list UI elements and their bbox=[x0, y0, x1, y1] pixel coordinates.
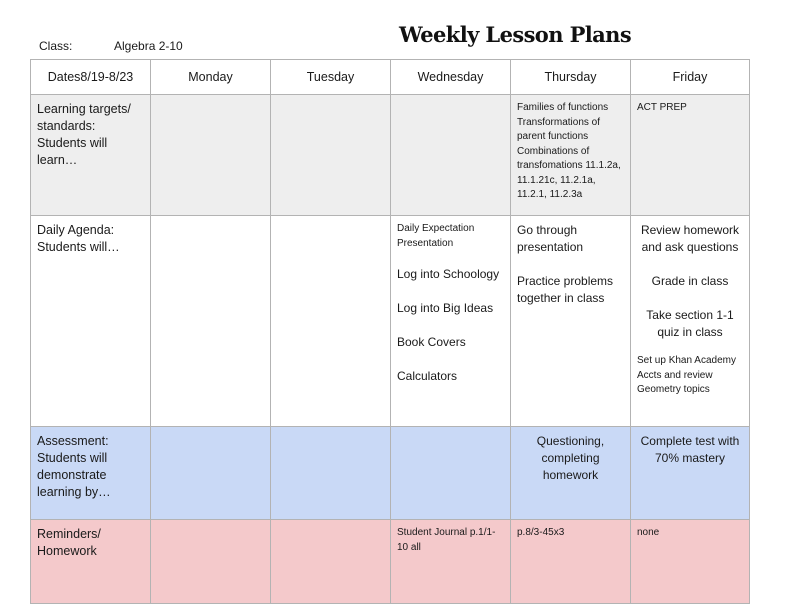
assessment-monday-cell bbox=[151, 427, 271, 520]
agenda-monday-cell bbox=[151, 216, 271, 427]
agenda-item: Practice problems together in class bbox=[517, 274, 614, 305]
agenda-item: Daily Expectation Presentation bbox=[397, 223, 475, 249]
assessment-friday-cell: Complete test with 70% mastery bbox=[631, 427, 750, 520]
agenda-item: Set up Khan Academy Accts and review Geometry topics bbox=[637, 355, 736, 395]
agenda-item: Take section 1-1 quiz in class bbox=[646, 308, 734, 339]
assessment-thursday-cell: Questioning, completing homework bbox=[511, 427, 631, 520]
targets-monday-cell bbox=[151, 95, 271, 216]
assessment-row bbox=[31, 427, 750, 520]
agenda-item: Book Covers bbox=[397, 335, 466, 349]
targets-friday-cell: ACT PREP bbox=[631, 95, 750, 216]
reminders-wednesday-cell: Student Journal p.1/1-10 all bbox=[391, 520, 511, 604]
targets-wednesday-cell bbox=[391, 95, 511, 216]
friday-header: Friday bbox=[631, 60, 750, 95]
agenda-wednesday-cell bbox=[391, 216, 511, 427]
agenda-item: Calculators bbox=[397, 369, 458, 383]
learning-targets-label: Learning targets/ standards: Students will learn… bbox=[31, 95, 151, 216]
reminders-thursday-cell: p.8/3-45x3 bbox=[511, 520, 631, 604]
dates-header: Dates8/19-8/23 bbox=[31, 60, 151, 95]
agenda-tuesday-cell bbox=[271, 216, 391, 427]
monday-header: Monday bbox=[151, 60, 271, 95]
reminders-label: Reminders/ Homework bbox=[31, 520, 151, 604]
lesson-plan-table bbox=[30, 59, 750, 604]
agenda-item: Go through presentation bbox=[517, 223, 584, 254]
assessment-label: Assessment: Students will demonstrate learning by… bbox=[31, 427, 151, 520]
header-row bbox=[31, 60, 750, 95]
agenda-item: Log into Schoology bbox=[397, 267, 500, 281]
assessment-tuesday-cell bbox=[271, 427, 391, 520]
agenda-item: Review homework and ask questions bbox=[640, 223, 740, 254]
wednesday-header: Wednesday bbox=[391, 60, 511, 95]
daily-agenda-label: Daily Agenda: Students will… bbox=[31, 216, 151, 427]
page-title: Weekly Lesson Plans bbox=[399, 22, 632, 47]
daily-agenda-row bbox=[31, 216, 750, 427]
agenda-item: Grade in class bbox=[651, 274, 729, 288]
agenda-item: Log into Big Ideas bbox=[397, 301, 494, 315]
class-value: Algebra 2-10 bbox=[114, 39, 183, 53]
reminders-tuesday-cell bbox=[271, 520, 391, 604]
reminders-row bbox=[31, 520, 750, 604]
assessment-wednesday-cell bbox=[391, 427, 511, 520]
tuesday-header: Tuesday bbox=[271, 60, 391, 95]
targets-thursday-cell: Families of functions Transformations of parent functions Combinations of transfomations 11.1.2a, 11.1.21c, 11.2.1a, 11.2.1, 11.2.3a bbox=[511, 95, 631, 216]
reminders-friday-cell: none bbox=[631, 520, 750, 604]
class-label: Class: bbox=[39, 39, 73, 53]
agenda-thursday-cell bbox=[511, 216, 631, 427]
learning-targets-row bbox=[31, 95, 750, 216]
thursday-header: Thursday bbox=[511, 60, 631, 95]
targets-tuesday-cell bbox=[271, 95, 391, 216]
reminders-monday-cell bbox=[151, 520, 271, 604]
agenda-friday-cell bbox=[631, 216, 750, 427]
